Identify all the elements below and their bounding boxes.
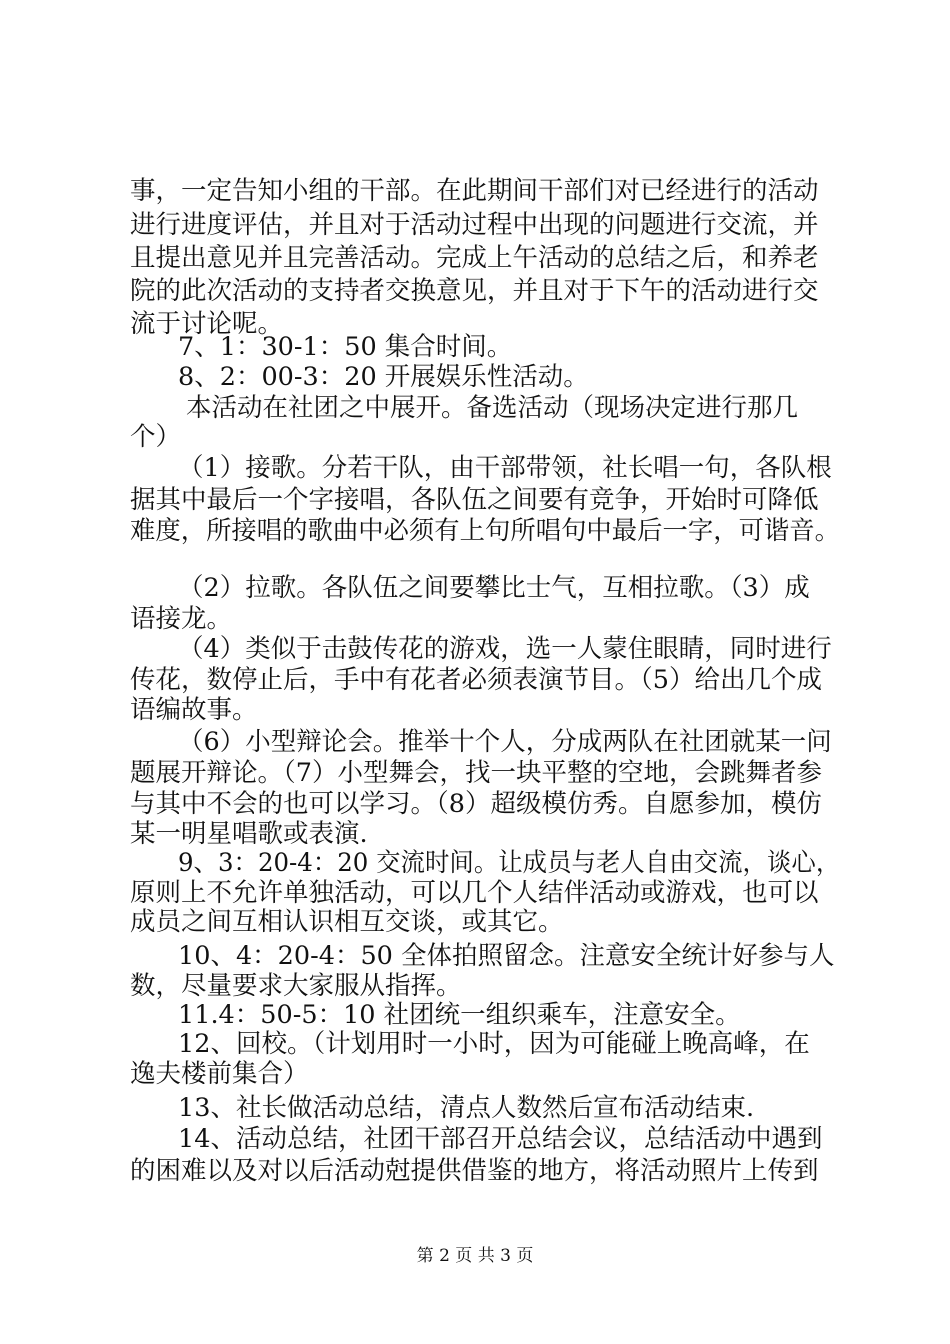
text-line: 题展开辩论。（7）小型舞会，找一块平整的空地，会跳舞者参 — [130, 758, 822, 788]
text-line: 流于讨论呢。 — [130, 309, 284, 339]
text-line: 数，尽量要求大家服从指挥。 — [130, 971, 462, 1001]
text-line: 原则上不允许单独活动，可以几个人结伴活动或游戏，也可以 — [130, 878, 819, 908]
page-footer: 第 2 页 共 3 页 — [416, 1246, 534, 1266]
text-line: 9、3：20-4：20 交流时间。让成员与老人自由交流，谈心， — [178, 848, 841, 878]
text-line: 12、回校。（计划用时一小时，因为可能碰上晚高峰，在 — [178, 1029, 810, 1059]
text-line: 14、活动总结，社团干部召开总结会议，总结活动中遇到 — [178, 1124, 823, 1154]
text-line: 8、2：00-3：20 开展娱乐性活动。 — [178, 362, 589, 392]
text-line: 且提出意见并且完善活动。完成上午活动的总结之后，和养老 — [130, 243, 819, 273]
text-line: 成员之间互相认识相互交谈，或其它。 — [130, 907, 564, 937]
text-line: 与其中不会的也可以学习。（8）超级模仿秀。自愿参加，模仿 — [130, 789, 822, 819]
text-line: （1）接歌。分若干队，由干部带领，社长唱一句，各队根 — [178, 453, 832, 483]
text-line: 的困难以及对以后活动尅提供借鉴的地方，将活动照片上传到 — [130, 1156, 819, 1186]
text-line: 逸夫楼前集合） — [130, 1059, 309, 1089]
text-line: （6）小型辩论会。推举十个人，分成两队在社团就某一问 — [178, 727, 832, 757]
text-line: 难度，所接唱的歌曲中必须有上句所唱句中最后一字，可谐音。 — [130, 516, 841, 546]
text-line: 院的此次活动的支持者交换意见，并且对于下午的活动进行交 — [130, 276, 819, 306]
text-line: 传花，数停止后，手中有花者必须表演节目。（5）给出几个成 — [130, 665, 822, 695]
text-line: （2）拉歌。各队伍之间要攀比士气，互相拉歌。（3）成 — [178, 573, 810, 603]
text-line: 语编故事。 — [130, 695, 258, 725]
text-line: 11.4：50-5：10 社团统一组织乘车，注意安全。 — [178, 1000, 741, 1030]
text-line: 事，一定告知小组的干部。在此期间干部们对已经进行的活动 — [130, 176, 819, 206]
text-line: 个） — [130, 422, 182, 452]
text-line: 据其中最后一个字接唱，各队伍之间要有竞争，开始时可降低 — [130, 485, 819, 515]
text-line: 某一明星唱歌或表演. — [130, 819, 368, 849]
text-line: 7、1：30-1：50 集合时间。 — [178, 332, 513, 362]
text-line: 本活动在社团之中展开。备选活动（现场决定进行那几 — [186, 393, 799, 423]
text-line: 进行进度评估，并且对于活动过程中出现的问题进行交流，并 — [130, 210, 819, 240]
text-line: 13、社长做活动总结，清点人数然后宣布活动结束. — [178, 1093, 755, 1123]
text-line: 语接龙。 — [130, 604, 233, 634]
text-line: （4）类似于击鼓传花的游戏，选一人蒙住眼睛，同时进行 — [178, 634, 832, 664]
text-line: 10、4：20-4：50 全体拍照留念。注意安全统计好参与人 — [178, 941, 835, 971]
